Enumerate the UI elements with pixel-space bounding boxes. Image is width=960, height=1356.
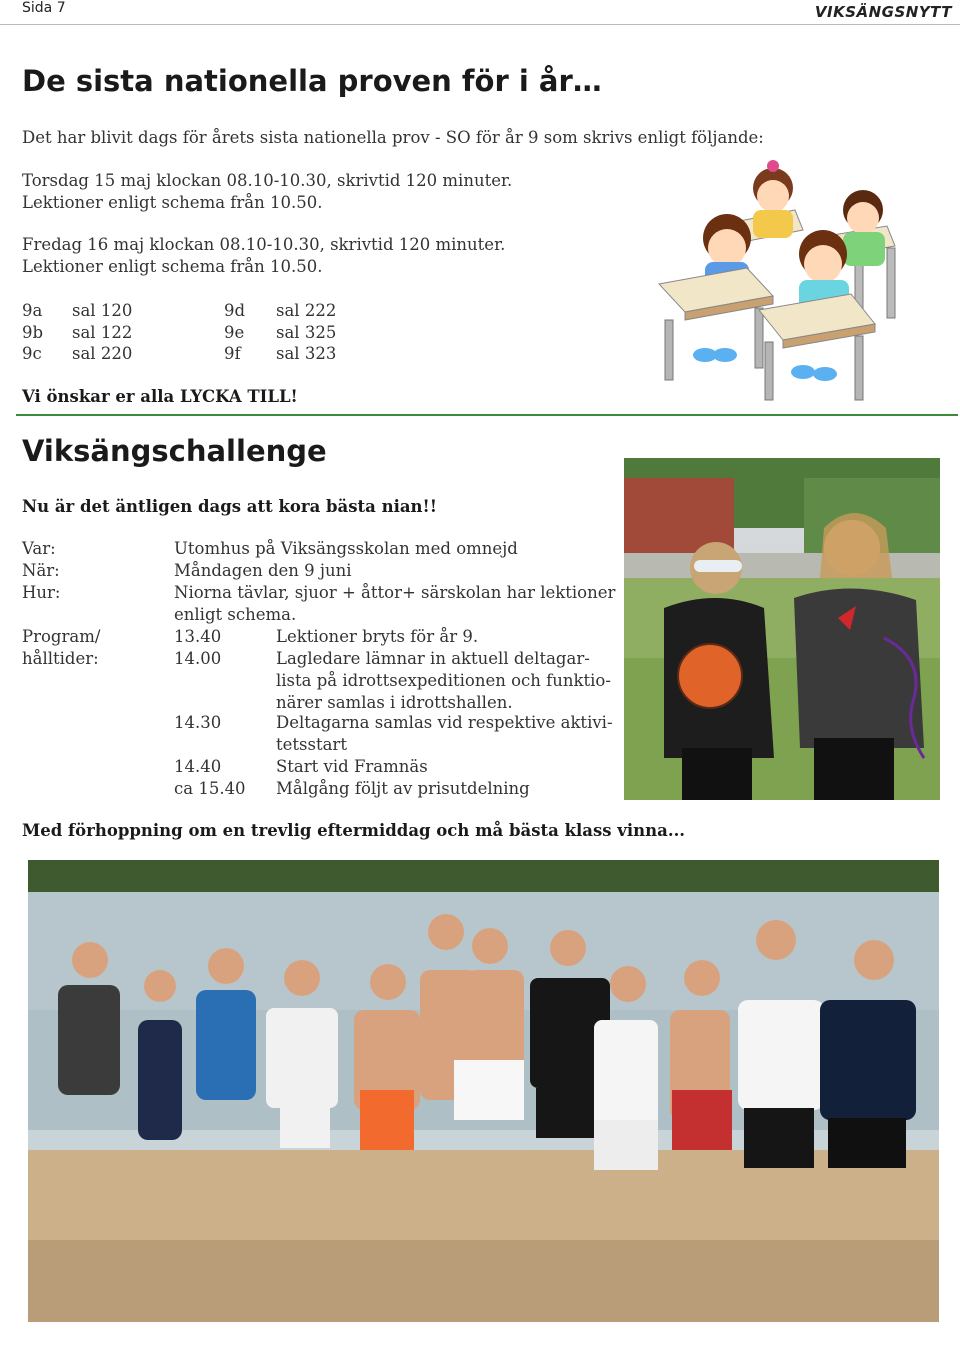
schedule-text: Lektioner bryts för år 9. (276, 627, 479, 646)
day1-line1: Torsdag 15 maj klockan 08.10-10.30, skrivtid 120 minuter. (22, 171, 513, 190)
room-cell: sal 325 (276, 322, 337, 342)
where-label: Var: (22, 539, 56, 558)
schedule-text: Start vid Framnäs (276, 757, 428, 776)
section-title-national-tests: De sista nationella proven för i år… (22, 64, 602, 98)
good-luck-text: Vi önskar er alla LYCKA TILL! (22, 387, 298, 406)
room-cell: sal 120 (72, 301, 133, 320)
schedule-text: närer samlas i idrottshallen. (276, 693, 513, 712)
schedule-text: lista på idrottsexpeditionen och funktio- (276, 671, 611, 690)
room-cell: sal 323 (276, 344, 337, 363)
page-number: Sida 7 (22, 0, 66, 16)
schedule-time: 14.40 (174, 757, 222, 776)
times-label: hålltider: (22, 649, 99, 668)
schedule-text: Målgång följt av prisutdelning (276, 779, 530, 798)
class-cell: 9b (22, 322, 44, 342)
section-title-challenge: Viksängschallenge (22, 434, 327, 468)
class-cell: 9e (224, 322, 245, 342)
when-label: När: (22, 561, 60, 580)
schedule-text: Deltagarna samlas vid respektive aktivi- (276, 713, 613, 732)
room-cell: sal 222 (276, 301, 337, 320)
program-label: Program/ (22, 627, 101, 646)
students-writing-illustration (655, 160, 905, 405)
schedule-time: ca 15.40 (174, 779, 246, 798)
header-rule (0, 24, 960, 25)
room-table (22, 300, 336, 365)
schedule-text: tetsstart (276, 735, 347, 754)
when-value: Måndagen den 9 juni (174, 561, 352, 580)
class-cell: 9f (224, 344, 241, 363)
schedule-time: 14.00 (174, 649, 222, 668)
class-cell: 9a (22, 301, 43, 320)
where-value: Utomhus på Viksängsskolan med omnejd (174, 539, 518, 558)
how-value-line1: Niorna tävlar, sjuor + åttor+ särskolan har lektioner (174, 583, 616, 602)
schedule-time: 13.40 (174, 627, 222, 646)
room-row (22, 300, 336, 322)
how-label: Hur: (22, 583, 61, 602)
room-cell: sal 220 (72, 344, 133, 363)
team-group-photo (28, 860, 939, 1322)
how-value-line2: enligt schema. (174, 605, 297, 624)
room-row (22, 343, 336, 365)
class-cell: 9c (22, 344, 42, 363)
room-cell: sal 122 (72, 322, 133, 342)
challenge-subtitle: Nu är det äntligen dags att kora bästa nian!! (22, 497, 438, 516)
class-cell: 9d (224, 301, 246, 320)
girls-blindfold-photo (624, 458, 940, 800)
room-row (22, 322, 336, 344)
closing-text: Med förhoppning om en trevlig eftermiddag och må bästa klass vinna... (22, 821, 686, 840)
day2-line2: Lektioner enligt schema från 10.50. (22, 257, 323, 276)
schedule-text: Lagledare lämnar in aktuell deltagar- (276, 649, 590, 668)
intro-text: Det har blivit dags för årets sista nationella prov - SO för år 9 som skrivs enligt följande: (22, 128, 764, 147)
day2-line1: Fredag 16 maj klockan 08.10-10.30, skrivtid 120 minuter. (22, 235, 506, 254)
section-divider (16, 414, 958, 416)
schedule-time: 14.30 (174, 713, 222, 732)
newsletter-name: VIKSÄNGSNYTT (814, 3, 952, 21)
day1-line2: Lektioner enligt schema från 10.50. (22, 193, 323, 212)
